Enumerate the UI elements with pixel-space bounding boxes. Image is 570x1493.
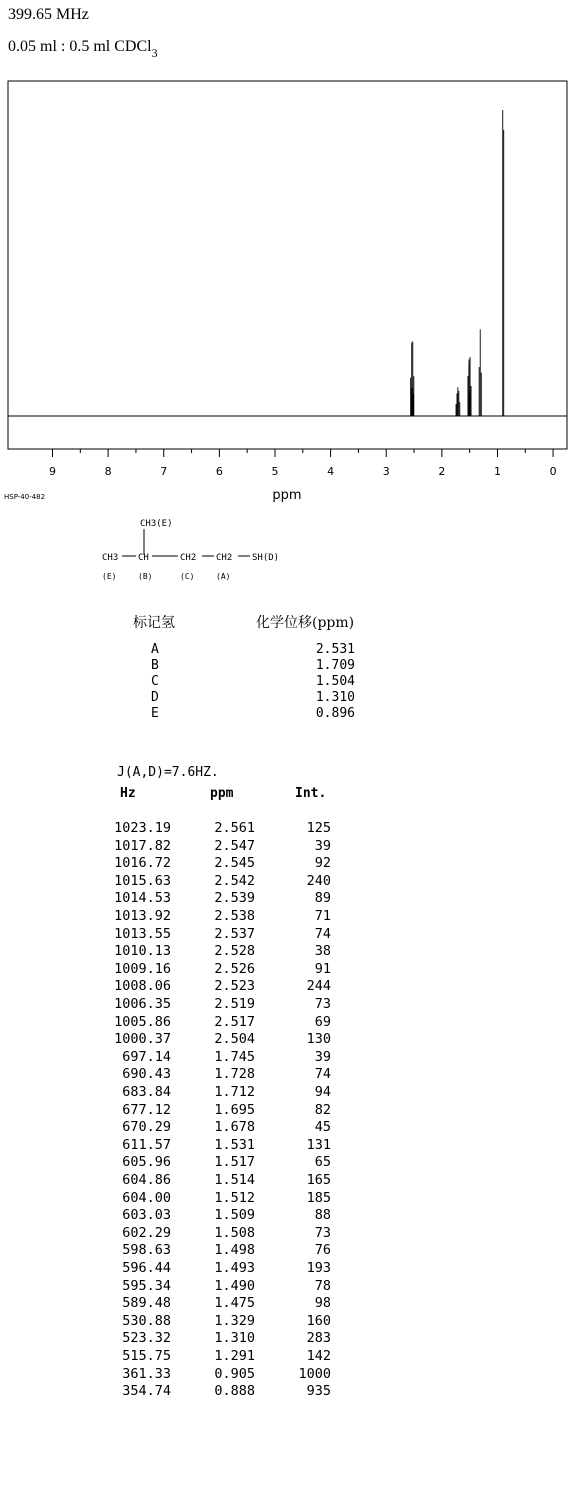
peak-intensity: 89 [314,890,331,907]
peak-intensity: 142 [306,1348,331,1364]
x-axis-label: ppm [272,488,302,503]
nmr-spectrum-chart [0,0,570,520]
shift-table-header-label: 标记氢 [133,615,175,631]
spectrometer-frequency: 399.65 MHz [8,6,89,23]
peak-hz: 604.00 [122,1189,171,1206]
peak-ppm: 1.509 [214,1207,255,1224]
peak-row [95,1295,345,1312]
peak-hz: 604.86 [122,1172,171,1188]
peak-row [95,1066,345,1083]
peak-ppm: 2.526 [214,960,255,977]
peak-intensity: 73 [314,1224,331,1241]
peak-ppm: 0.905 [214,1365,255,1382]
peak-row [95,1383,345,1400]
peak-intensity: 94 [314,1084,331,1100]
structure-atom-1: CH3 [102,553,119,563]
peak-intensity: 130 [306,1031,331,1048]
peak-hz: 1013.55 [114,925,171,942]
peak-intensity: 73 [314,996,331,1012]
peak-row [95,1049,345,1066]
peak-intensity: 935 [306,1383,331,1400]
coupling-constant: J(A,D)=7.6HZ. [117,765,219,780]
peak-hz: 1016.72 [114,855,171,872]
peak-table-header-int: Int. [295,786,327,801]
peak-hz: 1014.53 [114,890,171,907]
peak-ppm: 2.538 [214,908,255,924]
structure-label-c: (C) [180,572,195,581]
shift-value: 0.896 [315,706,355,721]
shift-row [133,674,373,690]
peak-hz: 1015.63 [114,872,171,889]
peak-row [95,961,345,978]
peak-hz: 605.96 [122,1154,171,1171]
peak-row [95,1119,345,1136]
peak-ppm: 1.514 [214,1172,255,1188]
peak-hz: 1017.82 [114,837,171,854]
peak-hz: 602.29 [122,1224,171,1241]
peak-ppm: 2.528 [214,943,255,960]
peak-row [95,1102,345,1119]
peak-table-header-ppm: ppm [210,786,234,801]
peak-ppm: 1.512 [214,1189,255,1206]
peak-ppm: 1.310 [214,1330,255,1347]
structure-atom-2: CH [138,553,149,563]
peak-hz: 530.88 [122,1312,171,1329]
x-tick-label: 5 [271,465,279,478]
peak-ppm: 1.329 [214,1312,255,1329]
peak-ppm: 2.517 [214,1013,255,1030]
peak-row [95,943,345,960]
sample-main: 0.05 ml : 0.5 ml CDCl [8,38,152,55]
peak-row [95,1313,345,1330]
peak-intensity: 74 [314,1066,331,1083]
spectrum-peaks [411,110,504,416]
peak-hz: 595.34 [122,1277,171,1294]
peak-row [95,1014,345,1031]
structure-label-e: (E) [102,572,117,581]
peak-ppm: 0.888 [214,1383,255,1400]
peak-intensity: 76 [314,1242,331,1259]
peak-intensity: 185 [306,1189,331,1206]
shift-row [133,642,373,658]
peak-hz: 677.12 [122,1101,171,1118]
x-tick-label: 6 [215,465,223,478]
peak-table-header-hz: Hz [120,786,136,801]
peak-row [95,1366,345,1383]
plot-frame [8,81,567,449]
peak-intensity: 244 [306,978,331,995]
peak-hz: 589.48 [122,1295,171,1312]
peak-intensity: 88 [314,1207,331,1224]
peak-intensity: 98 [314,1295,331,1312]
peak-ppm: 2.539 [214,890,255,907]
x-tick-label: 2 [438,465,446,478]
shift-label: D [151,690,159,705]
peak-intensity: 38 [314,943,331,960]
structure-top-group: CH3(E) [140,519,173,529]
peak-hz: 603.03 [122,1207,171,1224]
shift-row [133,706,373,722]
shift-value: 2.531 [315,642,355,657]
structure-atom-5: SH(D) [252,553,280,563]
shift-value: 1.504 [315,674,355,689]
peak-intensity: 1000 [298,1365,331,1382]
peak-ppm: 2.537 [214,925,255,942]
x-tick-label: 3 [382,465,390,478]
structure-atom-3: CH2 [180,553,197,563]
peak-row [95,926,345,943]
peak-ppm: 2.545 [214,855,255,872]
sample-subscript: 3 [151,46,158,60]
peak-row [95,1225,345,1242]
peak-row [95,1084,345,1101]
peak-row [95,1154,345,1171]
shift-label: A [151,642,159,657]
x-tick-label: 1 [493,465,501,478]
peak-ppm: 2.547 [214,837,255,854]
peak-row [95,996,345,1013]
peak-ppm: 1.498 [214,1242,255,1259]
peak-intensity: 45 [314,1119,331,1136]
peak-hz: 523.32 [122,1330,171,1347]
peak-ppm: 1.745 [214,1048,255,1065]
peak-hz: 354.74 [122,1383,171,1400]
peak-hz: 1009.16 [114,960,171,977]
peak-ppm: 1.291 [214,1348,255,1364]
x-tick-label: 7 [160,465,168,478]
shift-value: 1.709 [315,658,355,673]
peak-intensity: 131 [306,1136,331,1153]
peak-intensity: 39 [314,1048,331,1065]
structure-label-b: (B) [138,572,153,581]
peak-intensity: 78 [314,1277,331,1294]
peak-ppm: 1.728 [214,1066,255,1083]
shift-label: B [151,658,159,673]
x-tick-label: 0 [549,465,557,478]
peak-ppm: 1.490 [214,1277,255,1294]
peak-hz: 1008.06 [114,978,171,995]
peak-hz: 515.75 [122,1348,171,1364]
structure-label-a: (A) [216,572,231,581]
peak-hz: 1010.13 [114,943,171,960]
peak-hz: 611.57 [122,1136,171,1153]
peak-row [95,1190,345,1207]
peak-intensity: 160 [306,1312,331,1329]
peak-ppm: 2.561 [214,820,255,836]
peak-ppm: 1.517 [214,1154,255,1171]
peak-ppm: 2.504 [214,1031,255,1048]
peak-row [95,890,345,907]
shift-value: 1.310 [315,690,355,705]
peak-ppm: 1.712 [214,1084,255,1100]
x-axis-ticks [49,449,557,478]
shift-table-header-shift: 化学位移(ppm) [256,615,355,631]
peak-ppm: 1.475 [214,1295,255,1312]
peak-intensity: 92 [314,855,331,872]
peak-intensity: 82 [314,1101,331,1118]
peak-hz: 1000.37 [114,1031,171,1048]
peak-row [95,855,345,872]
shift-label: C [151,674,159,689]
peak-row [95,1137,345,1154]
peak-row [95,838,345,855]
shift-row [133,658,373,674]
peak-row [95,1330,345,1347]
peak-intensity: 193 [306,1260,331,1276]
shift-label: E [151,706,159,721]
peak-ppm: 1.531 [214,1136,255,1153]
peak-hz: 697.14 [122,1048,171,1065]
peak-row [95,1172,345,1189]
peak-hz: 361.33 [122,1365,171,1382]
peak-intensity: 74 [314,925,331,942]
peak-intensity: 165 [306,1172,331,1188]
peak-ppm: 2.519 [214,996,255,1012]
peak-intensity: 39 [314,837,331,854]
peak-hz: 683.84 [122,1084,171,1100]
peak-intensity: 65 [314,1154,331,1171]
peak-ppm: 1.508 [214,1224,255,1241]
peak-intensity: 125 [306,820,331,836]
peak-row [95,1031,345,1048]
peak-row [95,1207,345,1224]
peak-row [95,820,345,837]
peak-ppm: 2.523 [214,978,255,995]
peak-hz: 1013.92 [114,908,171,924]
structure-atom-4: CH2 [216,553,233,563]
peak-hz: 670.29 [122,1119,171,1136]
peak-row [95,1278,345,1295]
peak-hz: 690.43 [122,1066,171,1083]
peak-hz: 1005.86 [114,1013,171,1030]
peak-ppm: 1.493 [214,1260,255,1276]
peak-ppm: 2.542 [214,872,255,889]
spectrum-code: HSP-40-482 [4,493,46,501]
peak-intensity: 69 [314,1013,331,1030]
peak-intensity: 71 [314,908,331,924]
peak-row [95,908,345,925]
peak-hz: 1006.35 [114,996,171,1012]
peak-intensity: 240 [306,872,331,889]
peak-intensity: 283 [306,1330,331,1347]
x-tick-label: 9 [48,465,56,478]
peak-row [95,1260,345,1277]
peak-intensity: 91 [314,960,331,977]
peak-row [95,978,345,995]
peak-hz: 1023.19 [114,820,171,836]
shift-row [133,690,373,706]
peak-row [95,873,345,890]
peak-hz: 598.63 [122,1242,171,1259]
peak-row [95,1242,345,1259]
x-tick-label: 4 [327,465,335,478]
peak-ppm: 1.695 [214,1101,255,1118]
peak-hz: 596.44 [122,1260,171,1276]
peak-row [95,1348,345,1365]
molecule-structure [100,515,320,585]
x-tick-label: 8 [104,465,112,478]
peak-ppm: 1.678 [214,1119,255,1136]
